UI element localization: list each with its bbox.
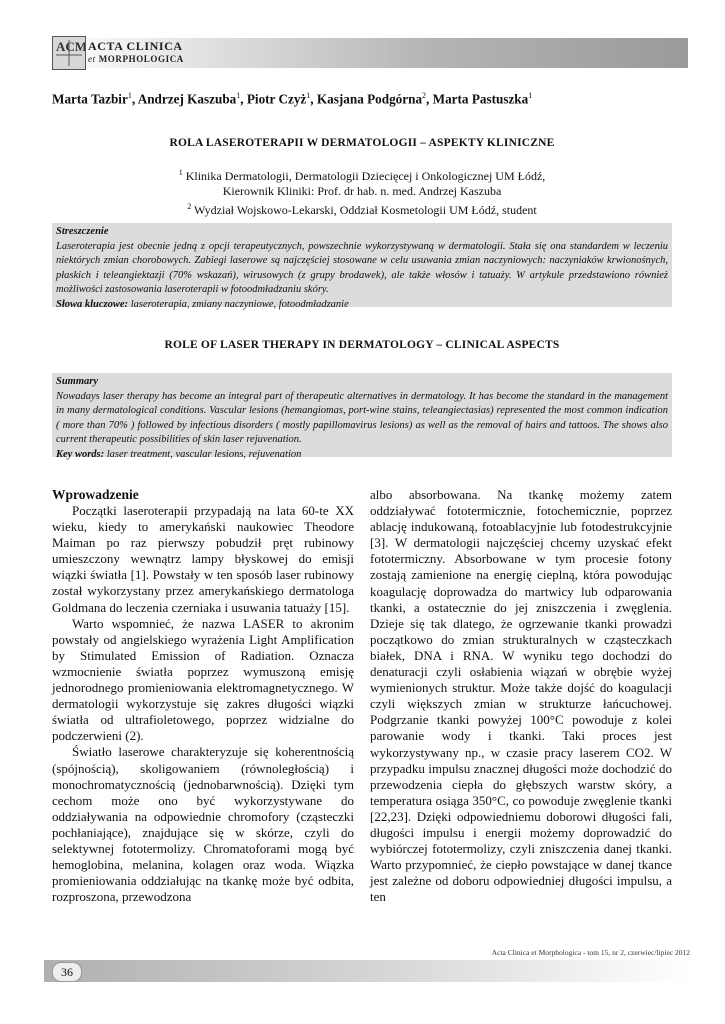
page-number: 36 — [52, 962, 82, 982]
body-paragraph: Warto wspomnieć, że nazwa LASER to akronim powstały od angielskiego wyrażenia Light Amplification by Stimulated Emission of Radiation. Oznacza wzmocnienie światła poprzez wymuszoną emisję jednorodnego promieniowania elektromagnetycznego. W dermatologii wykorzystuje się zakres długości wiązki światła od ultrafioletowego, poprzez widzialne do podczerwieni (2). — [52, 615, 354, 744]
author: Marta Pastuszka — [432, 91, 529, 107]
body-paragraph: albo absorbowana. Na tkankę możemy zatem oddziaływać fototermicznie, fotochemicznie, poprzez ablację indukowaną, fotoablacyjnie lub fotodestrukcyjnie [3]. W dermatologii najczęściej chcemy uzyskać efekt fototermiczny. Absorbowane w tym procesie fotony zostają zamienione na energię cieplną, która powodując koagulację doprowadza do martwicy lub odparowania tkanki, a ostatecznie do jej zniszczenia i zwęglenia. Dzieje się tak dlatego, że ogrzewanie tkanki prowadzi początkowo do zmian strukturalnych w cząsteczkach białek, DNA i RNA. W wyniku tego dochodzi do denaturacji czyli osłabienia wiązań w obrębie wyżej wymienionych struktur. Może także dojść do koagulacji czyli większych zmian w strukturze łańcuchowej. Podgrzanie tkanki powyżej 100°C powoduje z kolei parowanie wody i tkanki. Taki proces jest wykorzystywany np., w czasie pracy laserem CO2. W przypadku impulsu znacznej długości może dochodzić do przewodzenia ciepła do głębszych warstw skóry, a temperatura osiąga 350°C, co powoduje zwęglenie tkanki [22,23]. Dzięki odpowiedniemu doborowi długości fali, długości impulsu i energii możemy doprowadzić do wybiórczej fototermolizy, czyli zniszczenia danej tkanki. Warto przypomnieć, że ciepło powstające w danej tkance jest zależne od doboru odpowiedniej długości impulsu, a ten — [370, 487, 672, 905]
keywords-label: Słowa kluczowe: — [56, 298, 129, 310]
abstract-text: Nowadays laser therapy has become an integral part of therapeutic alternatives in dermatology. It has become the standard in the management in many dermatological conditions. Vascular lesions (hemangiomas, port-wine stains, teleangiectasias) represented the most common indication ( more than 70% ) followed by infectious disorders ( mostly papillomavirus lesions) as well as the removal of hairs and tattoos. The shows also current therapeutic possibilities of skin laser rejuvenation. — [56, 390, 668, 446]
author: Kasjana Podgórna — [316, 91, 423, 107]
body-column-left — [52, 487, 354, 905]
journal-name-line1: ACTA CLINICA — [88, 39, 183, 53]
keywords-value: laser treatment, vascular lesions, rejuvenation — [106, 448, 302, 460]
journal-name-line2-wrap — [88, 54, 184, 64]
journal-name-line2: MORPHOLOGICA — [98, 54, 184, 64]
section-title: Wprowadzenie — [52, 487, 139, 502]
keywords — [56, 448, 668, 463]
author: Piotr Czyż — [246, 91, 307, 107]
affiliation-1-head: Kierownik Kliniki: Prof. dr hab. n. med. Andrzej Kaszuba — [222, 184, 502, 198]
author-affiliation-mark: 1 — [236, 91, 241, 100]
affiliation-number: 1 — [178, 168, 183, 177]
body-column-right — [370, 487, 672, 905]
affiliation-1 — [52, 165, 672, 184]
footer-bar — [44, 960, 690, 982]
author-list: Marta Tazbir$^1$, Andrzej Kaszuba$^1$, Piotr Czyż$^1$, Kasjana Podgórna$^2$, Marta Pastuszka$^1$ — [52, 91, 533, 107]
footer-citation: Acta Clinica et Morphologica - tom 15, nr 2, czerwiec/lipiec 2012 — [491, 948, 690, 957]
author-affiliation-mark: 2 — [422, 91, 427, 100]
affiliations — [52, 165, 672, 218]
abstract-english — [52, 373, 672, 460]
abstract-heading: Streszczenie — [56, 226, 109, 237]
keywords-value: laseroterapia, zmiany naczyniowe, fotoodmładzanie — [130, 298, 349, 310]
abstract-polish — [52, 223, 672, 310]
journal-logo-mark — [52, 36, 86, 70]
keywords-label: Key words: — [56, 448, 105, 460]
body-paragraph: Początki laseroterapii przypadają na lata 60-te XX wieku, kiedy to amerykański naukowiec Theodore Maiman po raz pierwszy pobudził pręt rubinowy umieszczony wewnątrz lampy błyskowej do emisji wiązki światła [1]. Powstały w ten sposób laser rubinowy został wykorzystany przez amerykańskiego dermatologa Goldmana do leczenia czerniaka i usuwania tatuaży [15]. — [52, 503, 354, 615]
affiliation-1-text: Klinika Dermatologii, Dermatologii Dziecięcej i Onkologicznej UM Łódź, — [185, 169, 546, 183]
abstract-text: Laseroterapia jest obecnie jedną z opcji terapeutycznych, powszechnie wykorzystywaną w dermatologii. Stała się ona standardem w leczeniu niektórych zmian chorobowych. Zabiegi laserowe są najczęściej stosowane w celu usuwania zmian naczyniowych: naczyniaków krwionośnych, płaskich i teleangiektazji (70% wskazań), wirusowych (z grupy brodawek), ale także włosów i tatuaży. W artykule przedstawiono również możliwości zastosowania laseroterapii w fotoodmładzaniu skóry. — [56, 240, 668, 296]
author-affiliation-mark: 1 — [127, 91, 132, 100]
logo-letter-a: ACM — [56, 39, 85, 54]
article-title-english: ROLE OF LASER THERAPY IN DERMATOLOGY – CLINICAL ASPECTS — [164, 339, 560, 351]
author: Andrzej Kaszuba — [137, 91, 237, 107]
affiliation-2 — [52, 199, 672, 218]
author-affiliation-mark: 1 — [306, 91, 311, 100]
affiliation-2-text: Wydział Wojskowo-Lekarski, Oddział Kosmetologii UM Łódź, student — [194, 203, 537, 217]
affiliation-number: 2 — [187, 202, 192, 211]
journal-logo — [52, 36, 192, 70]
author-affiliation-mark: 1 — [528, 91, 533, 100]
body-paragraph: Światło laserowe charakteryzuje się koherentnością (spójnością), skoligowaniem (równoległością) i monochromatycznością (jednobarwnością). Dzięki tym cechom może ono być wykorzystywane do oddziaływania na odpowiednie chromofory (cząsteczki pochłaniające), znajdujące się w skórze, czyli do selektywnej fototermolizy. Chromatoforami mogą być hemoglobina, melanina, kolagen oraz woda. Wiązka promieniowania oddziałując na tkankę może być odbita, rozproszona, przewodzona — [52, 744, 354, 905]
abstract-heading: Summary — [56, 376, 99, 387]
keywords — [56, 298, 668, 313]
author: Marta Tazbir — [52, 91, 128, 107]
article-title-polish: ROLA LASEROTERAPII W DERMATOLOGII – ASPEKTY KLINICZNE — [169, 137, 555, 149]
journal-name-et: et — [88, 54, 96, 64]
journal-logo-icon — [53, 37, 85, 69]
